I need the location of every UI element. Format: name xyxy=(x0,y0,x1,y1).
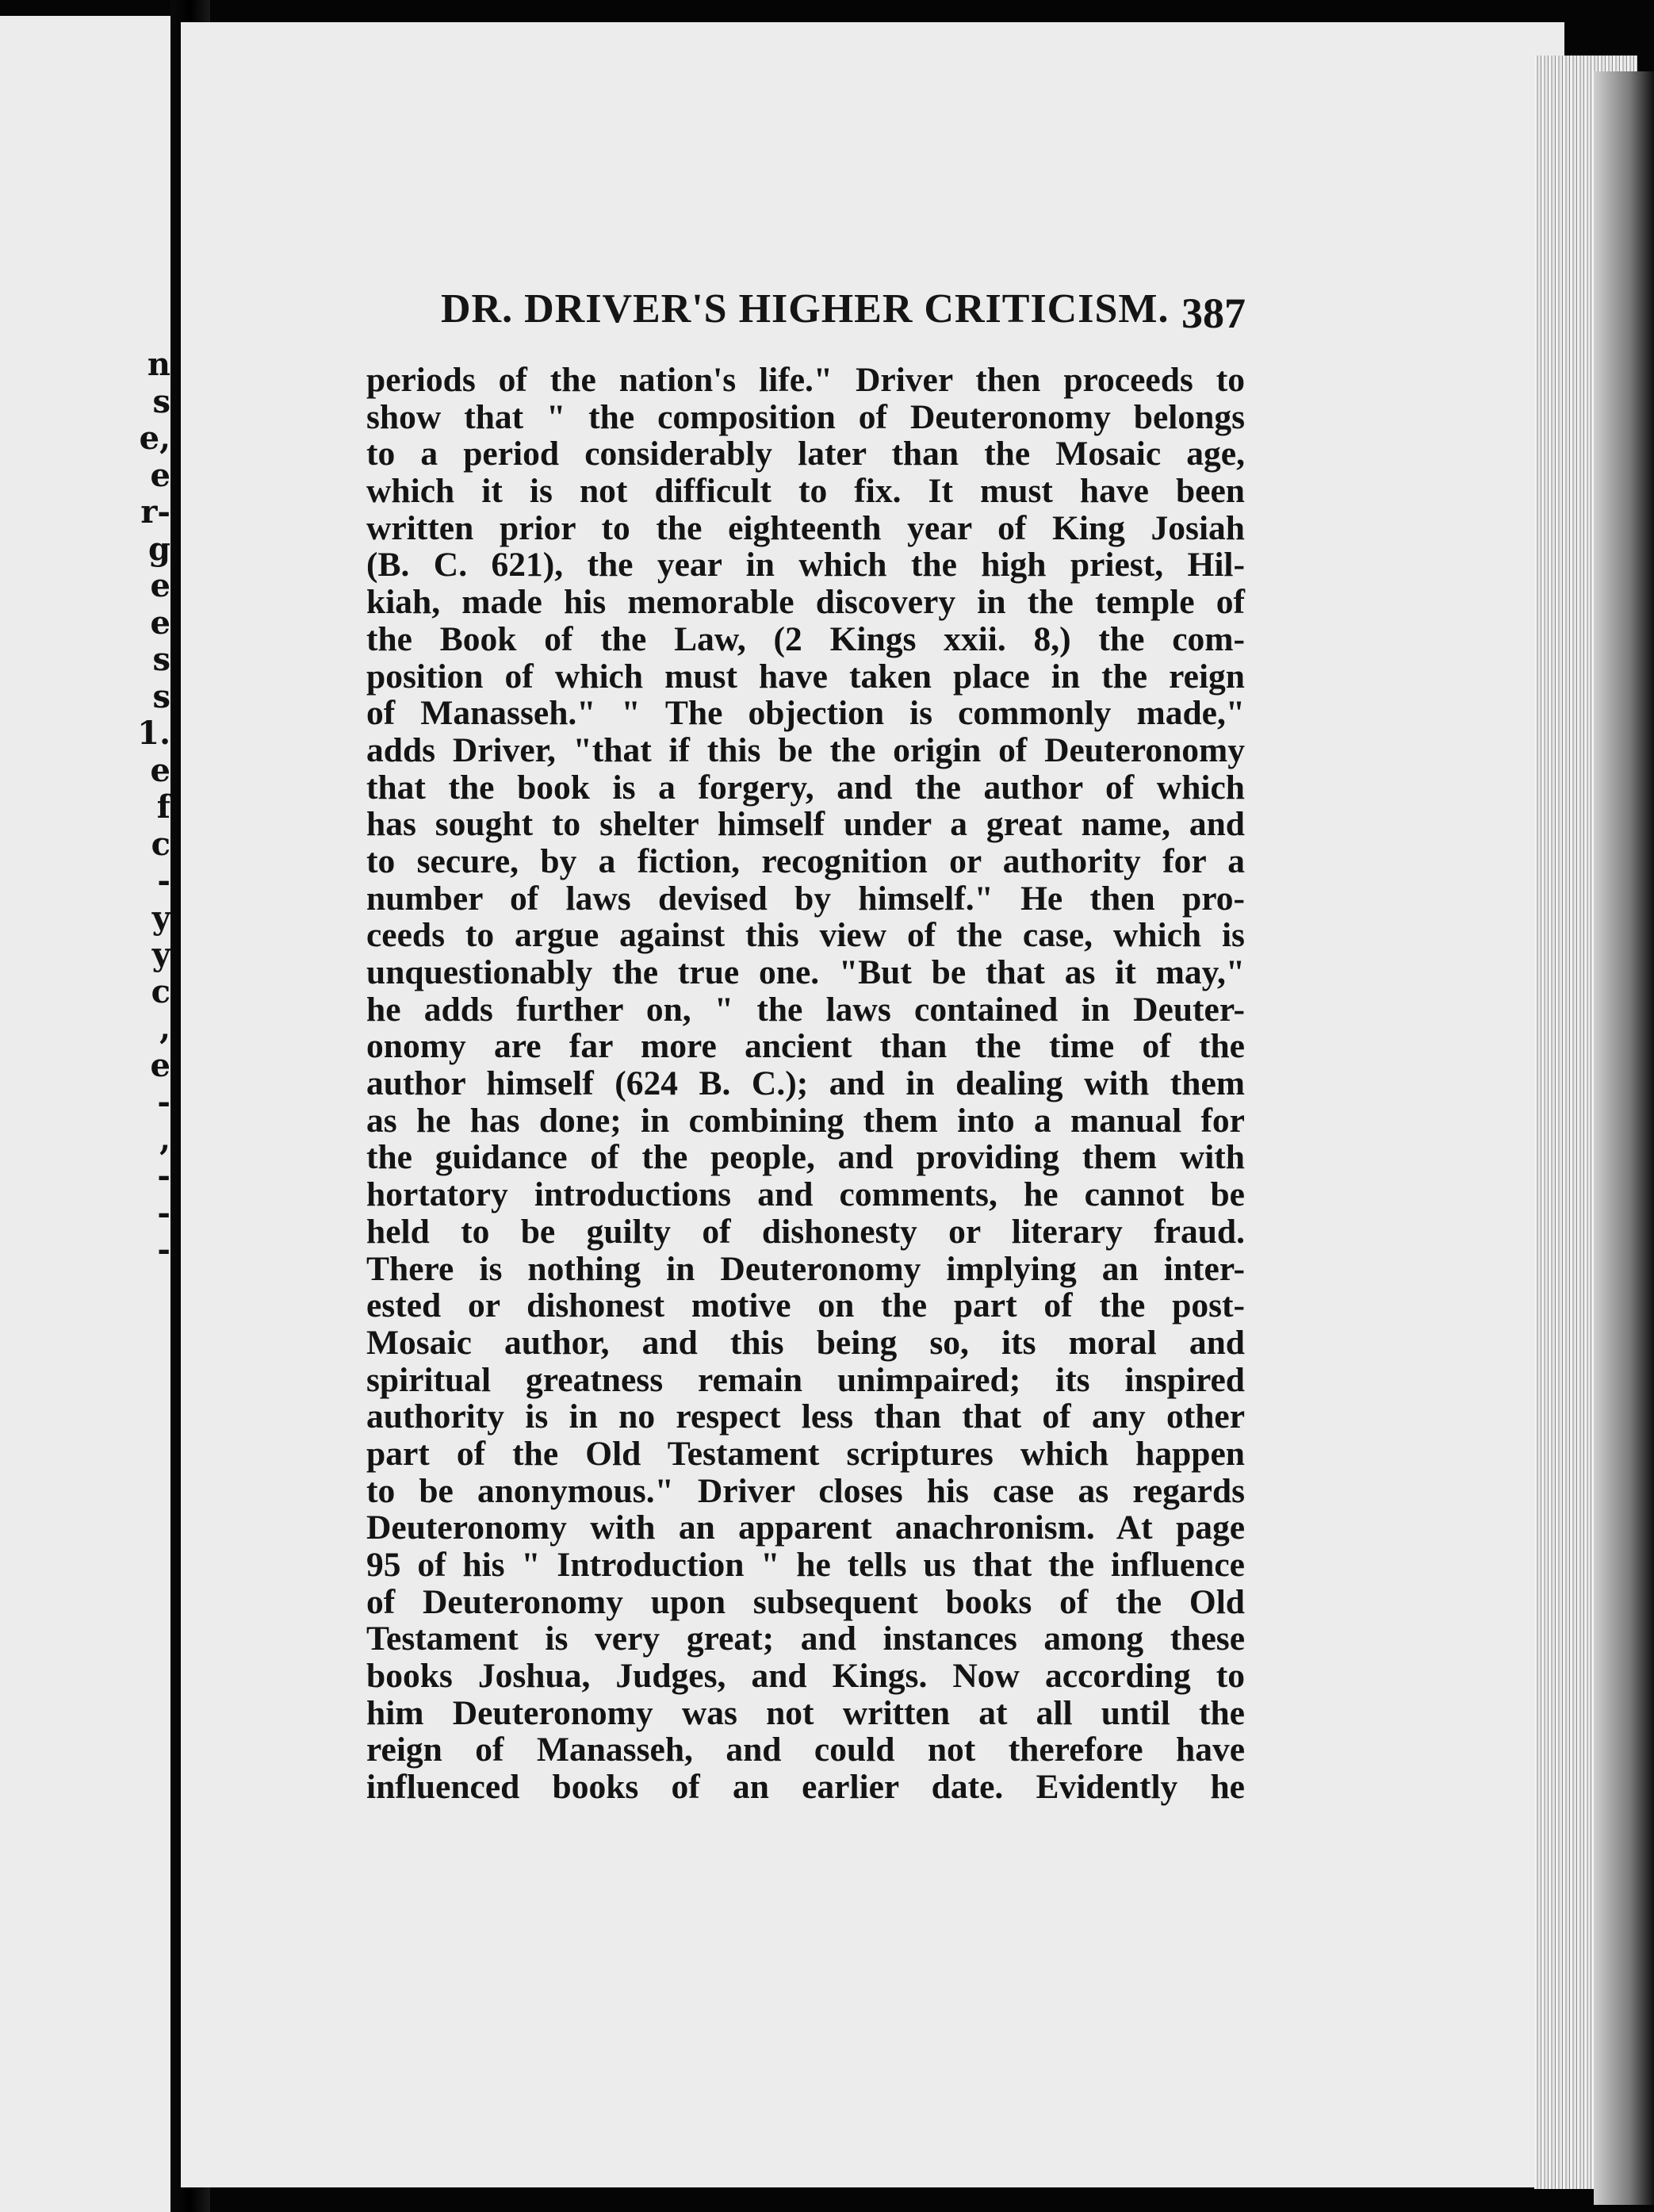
text-line: of Deuteronomy upon subsequent books of the Old xyxy=(366,1582,1245,1621)
text-line: onomy are far more ancient than the time of the xyxy=(366,1027,1245,1066)
running-head-title: DR. DRIVER'S HIGHER CRITICISM. xyxy=(441,286,1170,332)
left-facing-page xyxy=(0,16,170,2212)
body-text xyxy=(366,362,1245,1806)
facing-page-fragment: e, xyxy=(139,420,170,457)
text-line: periods of the nation's life." Driver then proceeds to xyxy=(366,361,1245,399)
text-line: as he has done; in combining them into a manual for xyxy=(366,1101,1245,1140)
text-line: adds Driver, "that if this be the origin of Deuteronomy xyxy=(366,730,1245,769)
text-line: kiah, made his memorable discovery in the temple of xyxy=(366,583,1245,622)
page-edges-shadow xyxy=(1594,71,1654,2205)
text-line: him Deuteronomy was not written at all until the xyxy=(366,1693,1245,1732)
facing-page-fragment: c xyxy=(151,825,170,863)
facing-page-fragment: f xyxy=(156,788,170,826)
text-line: of Manasseh." " The objection is commonly made," xyxy=(366,694,1245,733)
text-line: reign of Manasseh, and could not therefore have xyxy=(366,1731,1245,1769)
text-line: which it is not difficult to fix. It must have been xyxy=(366,472,1245,511)
text-line: position of which must have taken place in the reign xyxy=(366,657,1245,696)
facing-page-fragment: , xyxy=(159,1120,170,1158)
facing-page-fragment: - xyxy=(157,1083,170,1121)
facing-page-fragment: y xyxy=(151,899,170,937)
text-line: the Book of the Law, (2 Kings xxii. 8,) the com- xyxy=(366,619,1245,658)
text-line: show that " the composition of Deuteronomy belongs xyxy=(366,397,1245,436)
facing-page-fragment: e xyxy=(150,751,170,789)
text-line: has sought to shelter himself under a great name, and xyxy=(366,805,1245,844)
text-line: unquestionably the true one. "But be that as it may," xyxy=(366,953,1245,991)
text-line: books Joshua, Judges, and Kings. Now according to xyxy=(366,1657,1245,1696)
facing-page-fragment: e xyxy=(150,1046,170,1084)
facing-page-fragment: c xyxy=(151,972,170,1010)
facing-page-fragment: s xyxy=(152,677,170,715)
text-line: authority is in no respect less than that of any other xyxy=(366,1397,1245,1436)
text-line: Deuteronomy with an apparent anachronism. At page xyxy=(366,1509,1245,1547)
facing-page-fragment: y xyxy=(151,936,170,973)
text-line: he adds further on, " the laws contained in Deuter- xyxy=(366,990,1245,1029)
text-line: the guidance of the people, and providing them with xyxy=(366,1138,1245,1177)
facing-page-fragment: e xyxy=(150,456,170,494)
text-line: to secure, by a fiction, recognition or authority for a xyxy=(366,841,1245,880)
facing-page-fragment: - xyxy=(157,1231,170,1268)
text-line: Mosaic author, and this being so, its moral and xyxy=(366,1323,1245,1362)
text-line: influenced books of an earlier date. Evidently he xyxy=(366,1768,1245,1807)
facing-page-fragment: s xyxy=(152,641,170,678)
facing-page-fragment: g xyxy=(148,530,170,568)
text-line: 95 of his " Introduction " he tells us that the influence xyxy=(366,1546,1245,1584)
facing-page-fragment: - xyxy=(157,1194,170,1232)
text-line: to a period considerably later than the Mosaic age, xyxy=(366,435,1245,473)
text-line: part of the Old Testament scriptures which happen xyxy=(366,1434,1245,1473)
text-line: Testament is very great; and instances among these xyxy=(366,1620,1245,1658)
text-line: spiritual greatness remain unimpaired; its inspired xyxy=(366,1360,1245,1399)
facing-page-fragment: - xyxy=(157,1157,170,1194)
text-line: author himself (624 B. C.); and in dealing with them xyxy=(366,1064,1245,1103)
text-line: that the book is a forgery, and the author of which xyxy=(366,768,1245,807)
page-number: 387 xyxy=(1181,289,1246,337)
text-line: number of laws devised by himself." He then pro- xyxy=(366,879,1245,918)
text-line: to be anonymous." Driver closes his case as regards xyxy=(366,1471,1245,1510)
facing-page-fragment: - xyxy=(157,862,170,899)
facing-page-fragment: e xyxy=(150,604,170,642)
facing-page-fragment: s xyxy=(152,382,170,420)
text-line: (B. C. 621), the year in which the high priest, Hil- xyxy=(366,546,1245,585)
text-line: hortatory introductions and comments, he cannot be xyxy=(366,1175,1245,1214)
text-line: ceeds to argue against this view of the case, which is xyxy=(366,916,1245,955)
facing-page-fragment: 1. xyxy=(137,715,170,752)
text-line: ested or dishonest motive on the part of the post- xyxy=(366,1286,1245,1325)
text-line: held to be guilty of dishonesty or literary fraud. xyxy=(366,1212,1245,1251)
facing-page-fragment: n xyxy=(147,346,170,383)
facing-page-fragment: , xyxy=(159,1010,170,1047)
text-line: written prior to the eighteenth year of King Josiah xyxy=(366,508,1245,547)
text-line: There is nothing in Deuteronomy implying an inter- xyxy=(366,1249,1245,1288)
facing-page-fragment: e xyxy=(150,567,170,604)
facing-page-fragment: r- xyxy=(140,493,170,531)
